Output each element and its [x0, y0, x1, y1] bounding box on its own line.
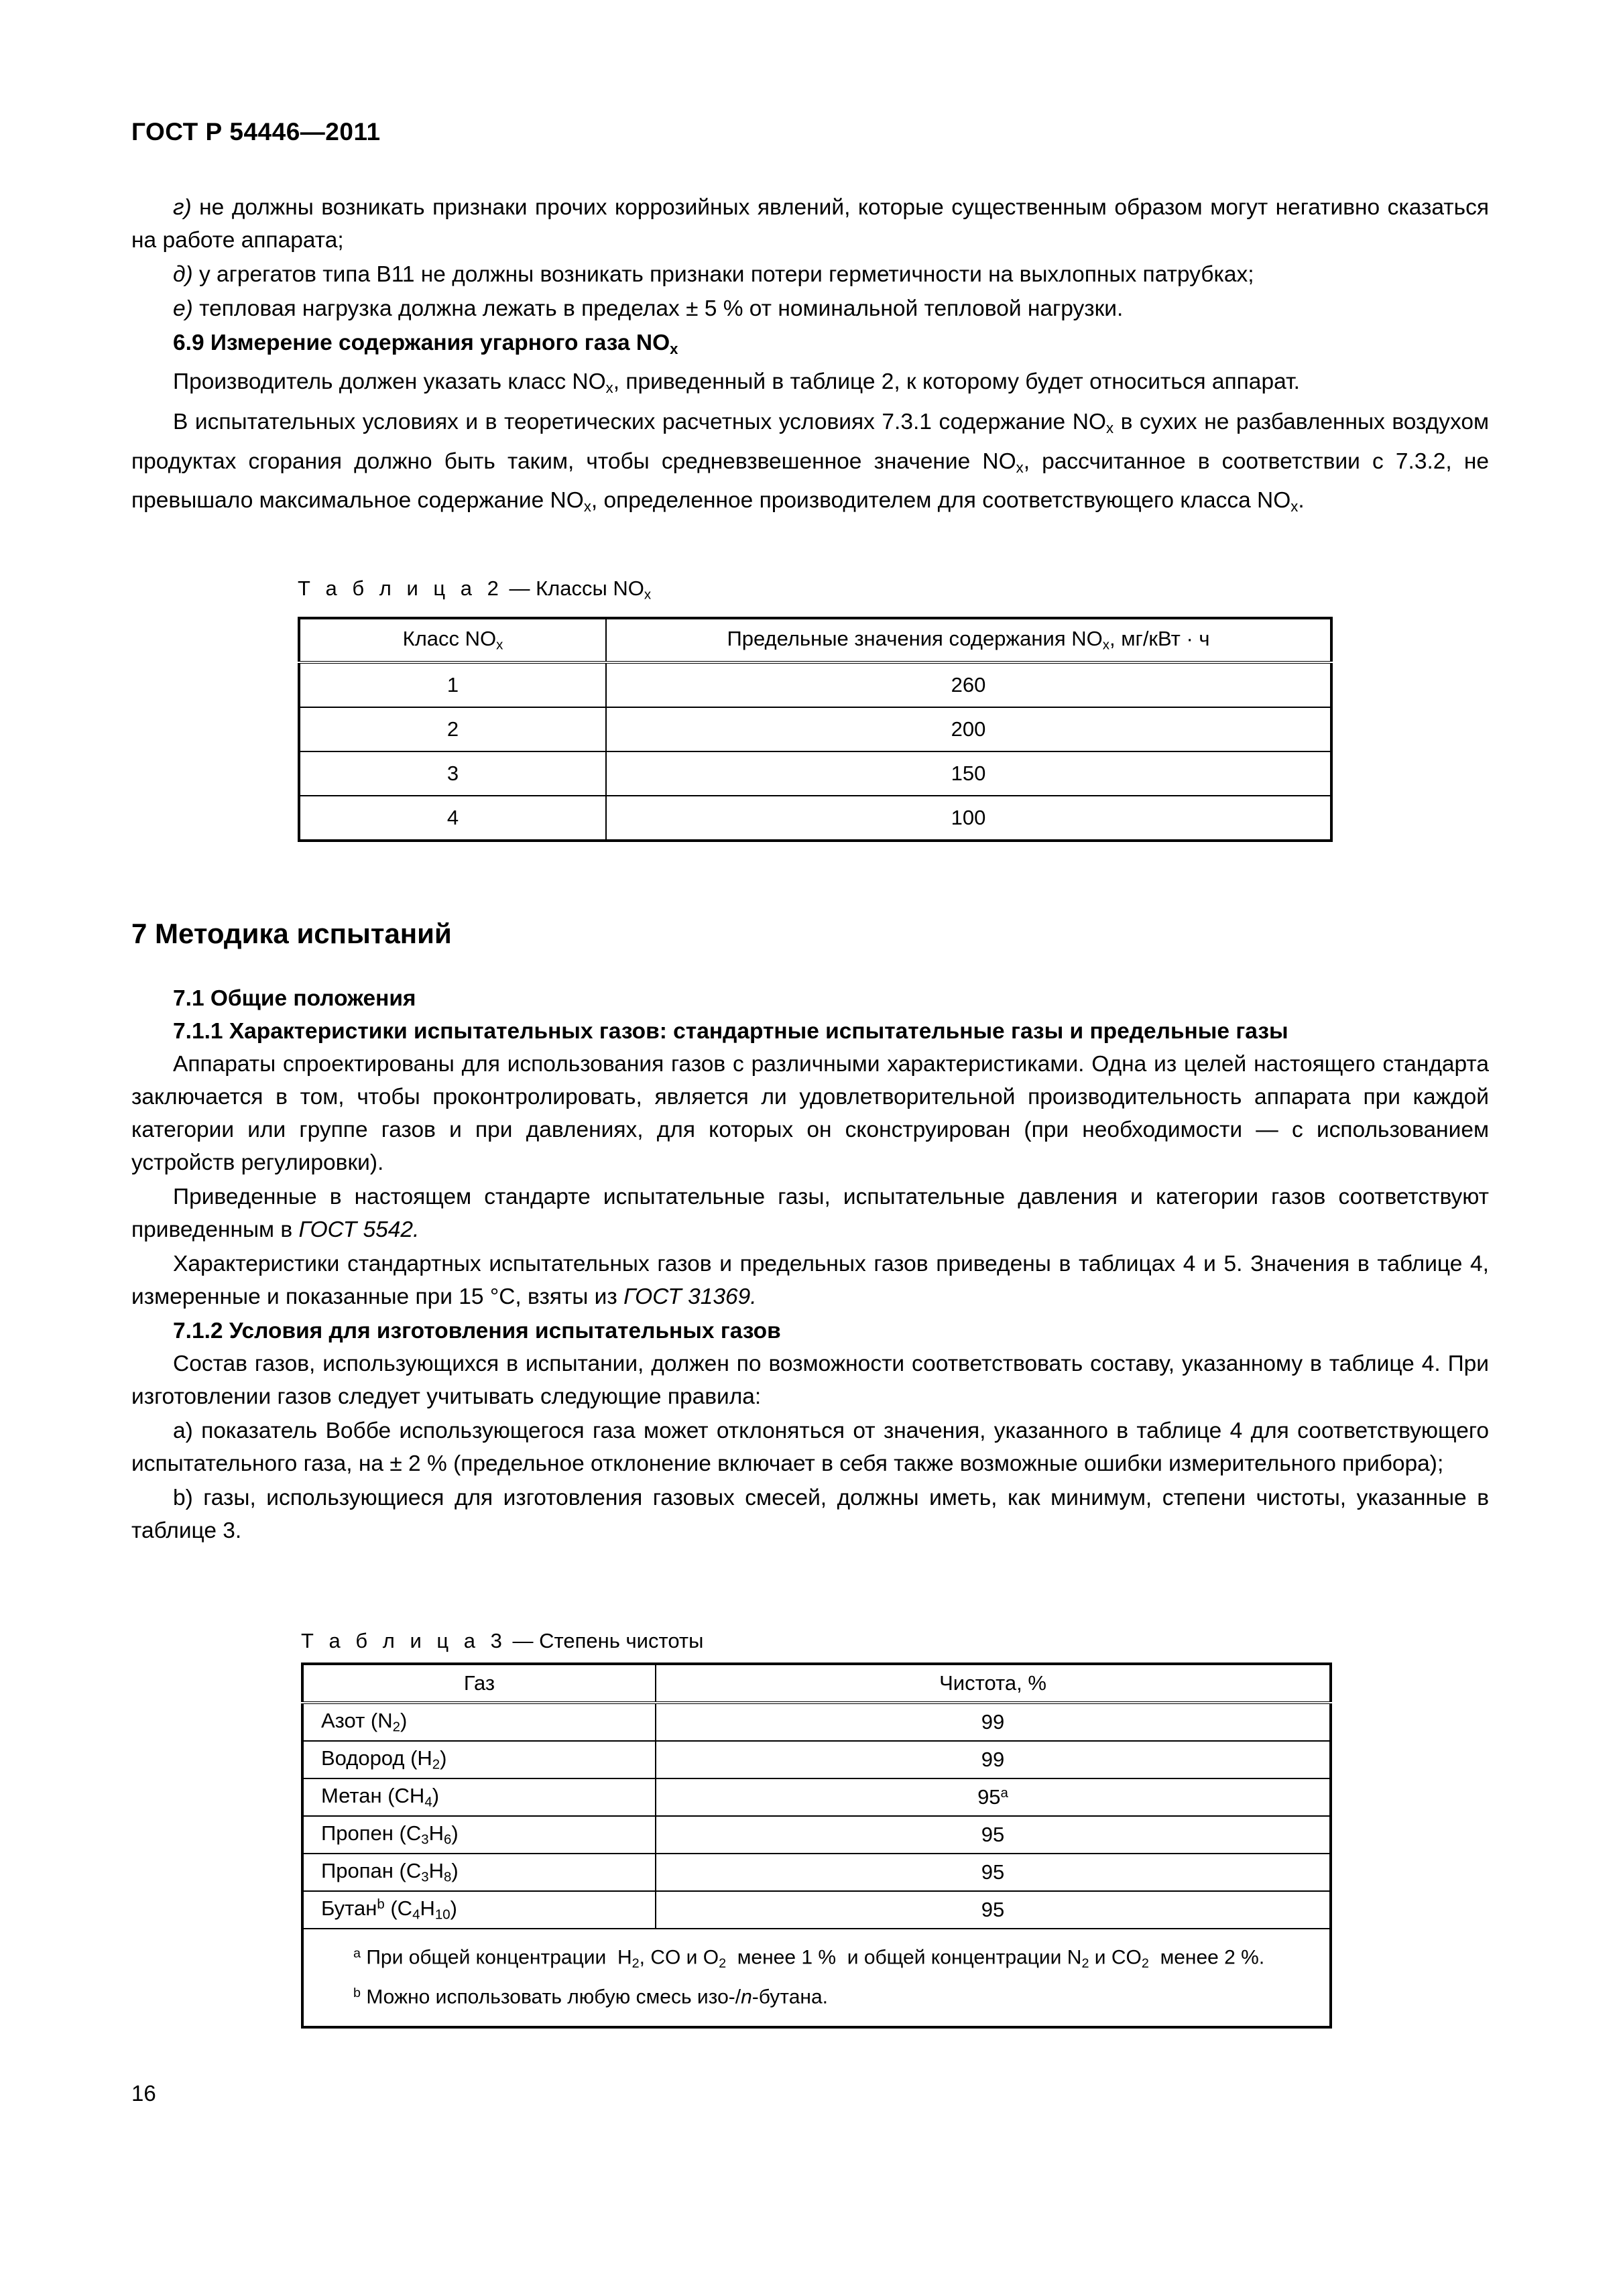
table-3-footnotes — [302, 1929, 1331, 2027]
table-3-cell-purity: 95 — [656, 1891, 1331, 1929]
table-3-cell-gas: Метан $(CH_4)$ — [302, 1778, 656, 1816]
footnote-marker-a: a — [1000, 1785, 1008, 1801]
table-3-caption — [301, 1628, 1332, 1654]
table-row — [302, 1891, 1331, 1929]
heading-7-1-2: 7.1.2 Условия для изготовления испытательных газов — [173, 1318, 781, 1343]
ref-gost-31369: ГОСТ 31369. — [623, 1284, 757, 1309]
heading-7-1: 7.1 Общие положения — [173, 985, 416, 1011]
table-2-header-limit: Предельные значения содержания $NO_x$, мг/кВт · ч — [606, 618, 1331, 662]
table-3-note-b: $^b$ Можно использовать любую смесь изо-/n-бутана. — [353, 1986, 828, 2008]
table-3-block — [301, 1628, 1332, 2029]
table-row — [302, 1703, 1331, 1741]
table-2 — [298, 617, 1333, 842]
table-3-cell-purity: 99 — [656, 1703, 1331, 1741]
heading-7-1-1: 7.1.1 Характеристики испытательных газов: стандартные испытательные газы и предельные газы — [173, 1018, 1288, 1044]
heading-chapter-7: 7 Методика испытаний — [131, 917, 452, 949]
table-row — [299, 707, 1331, 751]
table-3-cell-purity: 95 — [656, 1816, 1331, 1854]
table-3-header-gas: Газ — [302, 1664, 656, 1703]
body-content — [131, 191, 1489, 1549]
table-3-cell-gas: Бутан$^b$ $(C_4H_{10})$ — [302, 1891, 656, 1929]
table-3-cell-purity: 95$^a$ — [656, 1778, 1331, 1816]
table-2-cell-class: 4 — [299, 796, 606, 841]
table-2-cell-class: 1 — [299, 662, 606, 707]
paragraph-7-1-2-c: b) газы, использующиеся для изготовления газовых смесей, должны иметь, как минимум, степени чистоты, указанные в таблице 3. — [131, 1485, 1489, 1543]
footnote-marker-b: b — [377, 1896, 385, 1913]
table-row — [302, 1854, 1331, 1891]
table-2-caption-label: Т а б л и ц а 2 — [298, 577, 503, 600]
table-2-cell-class: 2 — [299, 707, 606, 751]
table-row — [299, 796, 1331, 841]
paragraph-item-d: д) у агрегатов типа B11 не должны возникать признаки потери герметичности на выхлопных патрубках; — [173, 262, 1254, 287]
table-3-caption-title: Степень чистоты — [539, 1629, 704, 1652]
table-2-header-class: Класс $NO_x$ — [299, 618, 606, 662]
standard-header: ГОСТ Р 54446—2011 — [131, 118, 381, 145]
table-2-cell-limit: 150 — [606, 751, 1331, 796]
table-row — [299, 751, 1331, 796]
table-row — [302, 1778, 1331, 1816]
table-2-body — [299, 662, 1331, 841]
table-2-caption: Т а б л и ц а 2 — Классы $NO_x$ — [298, 577, 652, 603]
table-3-cell-purity: 99 — [656, 1741, 1331, 1778]
paragraph-7-1-2-b: a) показатель Воббе использующегося газа может отклоняться от значения, указанного в таблице 4 для соответствующего испытательного газа, на ± 2 % (предельное отклонение включает в себя также возможные ошибки измерительного прибора); — [131, 1418, 1489, 1476]
table-2-caption-dash: — — [503, 577, 536, 600]
table-row — [302, 1816, 1331, 1854]
paragraph-7-1-1-b: Приведенные в настоящем стандарте испытательные газы, испытательные давления и категории газов соответствуют приведенным в ГОСТ 5542. — [131, 1184, 1489, 1242]
table-3 — [301, 1663, 1332, 2029]
table-3-caption-dash: — — [506, 1629, 540, 1652]
table-3-cell-purity: 95 — [656, 1854, 1331, 1891]
table-row — [302, 1741, 1331, 1778]
table-2-head — [299, 618, 1331, 662]
paragraph-6-9-2: В испытательных условиях и в теоретических расчетных условиях 7.3.1 содержание $NO_x$ в сухих не разбавленных воздухом продуктах сгорания должно быть таким, чтобы средневзвешенное значение $NO_x$, рассчитанное в соответствии с 7.3.2, не превышало максимальное содержание $NO_x$, определенное производителем для соответствующего класса $NO_x$. — [131, 410, 1490, 515]
table-3-note-a: $^a$ При общей концентрации $H_2$, CO и $O_2$ менее 1 % и общей концентрации $N_2$ и $CO_2$ менее 2 %. — [353, 1946, 1265, 1972]
table-3-cell-gas: Пропан $(C_3H_8)$ — [302, 1854, 656, 1891]
paragraph-7-1-2-a: Состав газов, использующихся в испытании, должен по возможности соответствовать составу, указанному в таблице 4. При изготовлении газов следует учитывать следующие правила: — [131, 1351, 1489, 1409]
table-row — [302, 1664, 1331, 1703]
table-3-body — [302, 1703, 1331, 2027]
paragraph-item-g: г) не должны возникать признаки прочих коррозийных явлений, которые существенным образом могут негативно сказаться на работе аппарата; — [131, 195, 1489, 253]
table-3-cell-gas: Пропен $(C_3H_6)$ — [302, 1816, 656, 1854]
table-3-caption-label: Т а б л и ц а 3 — [301, 1629, 507, 1652]
heading-6-9: 6.9 Измерение содержания угарного газа $NO_x$ — [173, 330, 678, 358]
paragraph-6-9-1: Производитель должен указать класс $NO_x$, приведенный в таблице 2, к которому будет относиться аппарат. — [173, 369, 1300, 397]
table-3-header-purity: Чистота, % — [656, 1664, 1331, 1703]
spacer — [131, 951, 1489, 982]
page-number: 16 — [131, 2081, 156, 2106]
table-2-cell-limit: 260 — [606, 662, 1331, 707]
paragraph-7-1-1-a: Аппараты спроектированы для использования газов с различными характеристиками. Одна из целей настоящего стандарта заключается в том, чтобы проконтролировать, является ли удовлетворительной производительность аппарата при каждой категории или группе газов и при давлениях, для которых он сконструирован (при необходимости — с использованием устройств регулировки). — [131, 1051, 1489, 1175]
table-2-block — [298, 575, 1333, 842]
ref-gost-5542: ГОСТ 5542. — [298, 1217, 420, 1242]
table-row — [299, 662, 1331, 707]
table-3-cell-gas: Азот $(N_2)$ — [302, 1703, 656, 1741]
table-2-cell-limit: 200 — [606, 707, 1331, 751]
table-row — [299, 618, 1331, 662]
table-2-cell-class: 3 — [299, 751, 606, 796]
table-2-cell-limit: 100 — [606, 796, 1331, 841]
paragraph-7-1-1-c: Характеристики стандартных испытательных газов и предельных газов приведены в таблицах 4 и 5. Значения в таблице 4, измеренные и показанные при 15 °C, взяты из ГОСТ 31369. — [131, 1251, 1489, 1309]
table-3-head — [302, 1664, 1331, 1703]
table-row — [302, 1929, 1331, 2027]
paragraph-item-e: е) тепловая нагрузка должна лежать в пределах ± 5 % от номинальной тепловой нагрузки. — [173, 296, 1124, 321]
table-3-cell-gas: Водород $(H_2)$ — [302, 1741, 656, 1778]
